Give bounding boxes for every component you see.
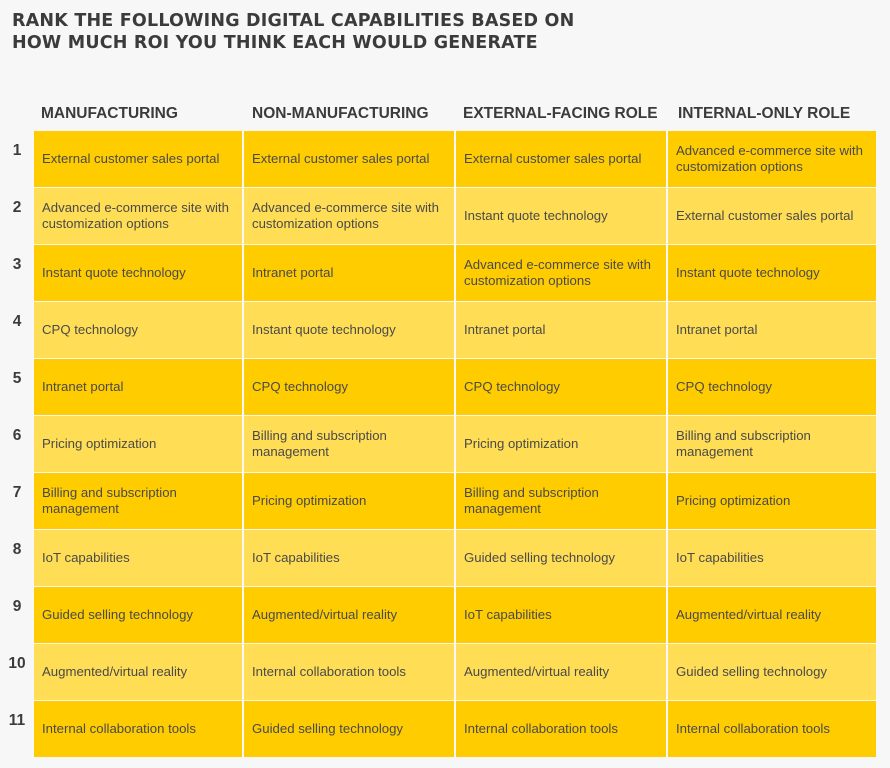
rank-number: 10 <box>8 655 26 672</box>
cell-internal-only-role: Guided selling technology <box>668 644 876 700</box>
cell-external-facing-role: External customer sales portal <box>456 131 666 187</box>
title-line-2: HOW MUCH ROI YOU THINK EACH WOULD GENERATE <box>12 33 538 53</box>
cell-manufacturing: CPQ technology <box>34 302 242 358</box>
cell-external-facing-role: Instant quote technology <box>456 188 666 244</box>
cell-external-facing-role: Augmented/virtual reality <box>456 644 666 700</box>
rank-number: 4 <box>12 313 22 330</box>
cell-manufacturing: Pricing optimization <box>34 416 242 472</box>
cell-internal-only-role: Pricing optimization <box>668 473 876 529</box>
column-header-non-manufacturing: NON-MANUFACTURING <box>252 105 429 122</box>
cell-external-facing-role: Advanced e-commerce site with customization options <box>456 245 666 301</box>
cell-external-facing-role: Billing and subscription management <box>456 473 666 529</box>
table-body <box>0 131 890 758</box>
table-row <box>0 302 890 359</box>
cell-non-manufacturing: Guided selling technology <box>244 701 454 757</box>
cell-manufacturing: Internal collaboration tools <box>34 701 242 757</box>
rank-number: 1 <box>12 142 22 159</box>
cell-external-facing-role: Guided selling technology <box>456 530 666 586</box>
cell-manufacturing: IoT capabilities <box>34 530 242 586</box>
rank-number: 11 <box>8 712 26 729</box>
table-row <box>0 188 890 245</box>
cell-non-manufacturing: Intranet portal <box>244 245 454 301</box>
table-row <box>0 530 890 587</box>
cell-non-manufacturing: Instant quote technology <box>244 302 454 358</box>
cell-non-manufacturing: Billing and subscription management <box>244 416 454 472</box>
rank-number: 8 <box>12 541 22 558</box>
column-header-manufacturing: MANUFACTURING <box>41 105 178 122</box>
cell-manufacturing: Intranet portal <box>34 359 242 415</box>
cell-non-manufacturing: Pricing optimization <box>244 473 454 529</box>
cell-external-facing-role: Internal collaboration tools <box>456 701 666 757</box>
column-header-external-facing-role: EXTERNAL-FACING ROLE <box>463 105 658 122</box>
cell-manufacturing: Augmented/virtual reality <box>34 644 242 700</box>
rank-number: 6 <box>12 427 22 444</box>
cell-external-facing-role: CPQ technology <box>456 359 666 415</box>
cell-manufacturing: Billing and subscription management <box>34 473 242 529</box>
cell-non-manufacturing: External customer sales portal <box>244 131 454 187</box>
cell-manufacturing: Instant quote technology <box>34 245 242 301</box>
cell-non-manufacturing: Advanced e-commerce site with customization options <box>244 188 454 244</box>
cell-internal-only-role: Instant quote technology <box>668 245 876 301</box>
table-row <box>0 131 890 188</box>
cell-external-facing-role: IoT capabilities <box>456 587 666 643</box>
column-header-row <box>0 97 890 131</box>
table-row <box>0 587 890 644</box>
cell-non-manufacturing: IoT capabilities <box>244 530 454 586</box>
cell-internal-only-role: Augmented/virtual reality <box>668 587 876 643</box>
cell-non-manufacturing: Internal collaboration tools <box>244 644 454 700</box>
rank-number: 9 <box>12 598 22 615</box>
ranking-table <box>0 97 890 758</box>
rank-number: 2 <box>12 199 22 216</box>
cell-internal-only-role: Billing and subscription management <box>668 416 876 472</box>
cell-manufacturing: External customer sales portal <box>34 131 242 187</box>
cell-external-facing-role: Pricing optimization <box>456 416 666 472</box>
rank-number: 3 <box>12 256 22 273</box>
title-line-1: RANK THE FOLLOWING DIGITAL CAPABILITIES BASED ON <box>12 11 575 31</box>
cell-internal-only-role: Advanced e-commerce site with customization options <box>668 131 876 187</box>
cell-external-facing-role: Intranet portal <box>456 302 666 358</box>
rank-number: 5 <box>12 370 22 387</box>
cell-internal-only-role: External customer sales portal <box>668 188 876 244</box>
cell-manufacturing: Guided selling technology <box>34 587 242 643</box>
column-header-internal-only-role: INTERNAL-ONLY ROLE <box>678 105 851 122</box>
table-row <box>0 701 890 758</box>
table-row <box>0 644 890 701</box>
cell-internal-only-role: Intranet portal <box>668 302 876 358</box>
table-row <box>0 245 890 302</box>
table-row <box>0 359 890 416</box>
table-row <box>0 473 890 530</box>
cell-internal-only-role: CPQ technology <box>668 359 876 415</box>
cell-internal-only-role: Internal collaboration tools <box>668 701 876 757</box>
table-row <box>0 416 890 473</box>
cell-non-manufacturing: Augmented/virtual reality <box>244 587 454 643</box>
cell-non-manufacturing: CPQ technology <box>244 359 454 415</box>
cell-internal-only-role: IoT capabilities <box>668 530 876 586</box>
cell-manufacturing: Advanced e-commerce site with customization options <box>34 188 242 244</box>
rank-number: 7 <box>12 484 22 501</box>
page-title <box>12 10 574 54</box>
